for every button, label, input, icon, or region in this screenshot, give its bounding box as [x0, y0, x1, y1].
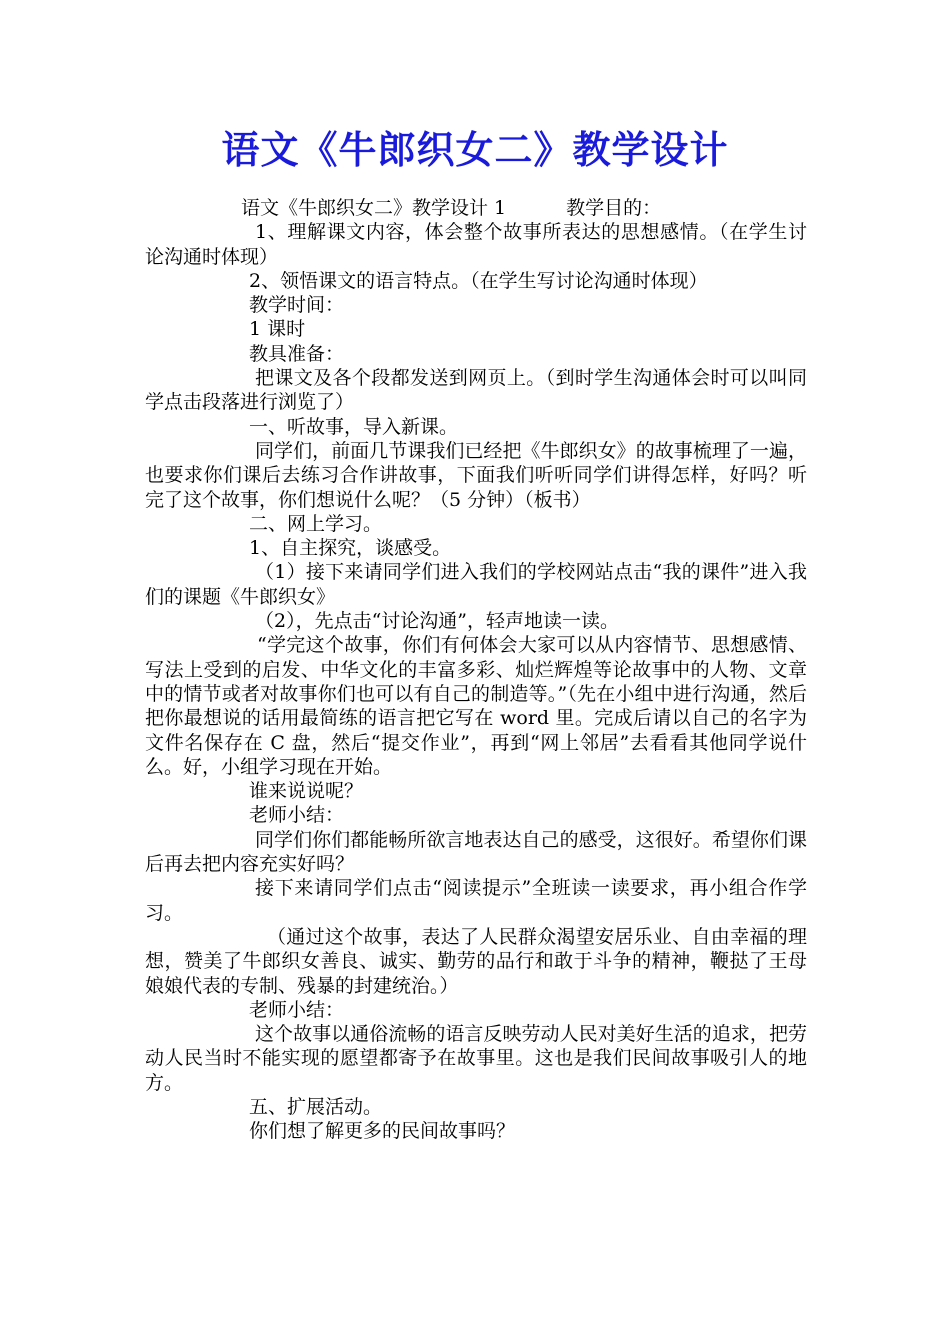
paragraph-8: 同学们，前面几节课我们已经把《牛郎织女》的故事梳理了一遍，也要求你们课后去练习合作讲故事，下面我们听听同学们讲得怎样，好吗？听完了这个故事，你们想说什么呢？（5 分钟）（板书） — [145, 439, 807, 511]
intro-line — [145, 196, 807, 220]
paragraph-11: （1）接下来请同学们进入我们的学校网站点击“我的课件”进入我们的课题《牛郎织女》 — [145, 561, 807, 608]
paragraph-20: 这个故事以通俗流畅的语言反映劳动人民对美好生活的追求，把劳动人民当时不能实现的愿望都寄予在故事里。这也是我们民间故事吸引人的地方。 — [145, 1023, 807, 1094]
paragraph-4: 1 课时 — [249, 318, 306, 341]
paragraph-16: 同学们你们都能畅所欲言地表达自己的感受，这很好。希望你们课后再去把内容充实好吗？ — [145, 828, 807, 876]
paragraph-22: 你们想了解更多的民间故事吗？ — [249, 1120, 516, 1143]
paragraph-9: 二、网上学习。 — [249, 512, 383, 535]
paragraph-19: 老师小结： — [249, 998, 345, 1021]
intro-objectives-label: 教学目的： — [566, 197, 662, 219]
paragraph-17: 接下来请同学们点击“阅读提示”全班读一读要求，再小组合作学习。 — [145, 877, 807, 924]
paragraph-21: 五、扩展活动。 — [249, 1095, 383, 1118]
intro-title-ref: 语文《牛郎织女二》教学设计 1 — [241, 197, 507, 219]
paragraph-14: 谁来说说呢？ — [249, 780, 364, 803]
paragraph-12: （2），先点击“讨论沟通”，轻声地读一读。 — [255, 610, 620, 633]
paragraph-10: 1、自主探究，谈感受。 — [249, 537, 452, 560]
paragraph-13: “学完这个故事，你们有何体会大家可以从内容情节、思想感情、写法上受到的启发、中华文化的丰富多彩、灿烂辉煌等论故事中的人物、文章中的情节或者对故事你们也可以有自己的制造等。”（先在小组中进行沟通，然后把你最想说的话用最简练的语言把它写在 word 里。完成后请以自己的名字为文件名保存在 C 盘，然后“提交作业”，再到“网上邻居”去看看其他同学说什么。好，小组学习现在开始。 — [145, 634, 807, 778]
paragraph-3: 教学时间： — [249, 294, 345, 317]
paragraph-7: 一、听故事，导入新课。 — [249, 415, 459, 438]
paragraph-1: 1、理解课文内容，体会整个故事所表达的思想感情。（在学生讨论沟通时体现） — [145, 221, 807, 268]
paragraph-2: 2、领悟课文的语言特点。（在学生写讨论沟通时体现） — [249, 269, 708, 292]
document-title: 语文《牛郎织女二》教学设计 — [221, 127, 729, 172]
paragraph-6: 把课文及各个段都发送到网页上。（到时学生沟通体会时可以叫同学点击段落进行浏览了） — [145, 367, 807, 414]
document-body — [145, 196, 807, 1144]
paragraph-5: 教具准备： — [249, 342, 345, 365]
paragraph-18: （通过这个故事，表达了人民群众渴望安居乐业、自由幸福的理想，赞美了牛郎织女善良、诚实、勤劳的品行和敢于斗争的精神，鞭挞了王母娘娘代表的专制、残暴的封建统治。） — [145, 925, 807, 997]
paragraph-15: 老师小结： — [249, 804, 345, 827]
